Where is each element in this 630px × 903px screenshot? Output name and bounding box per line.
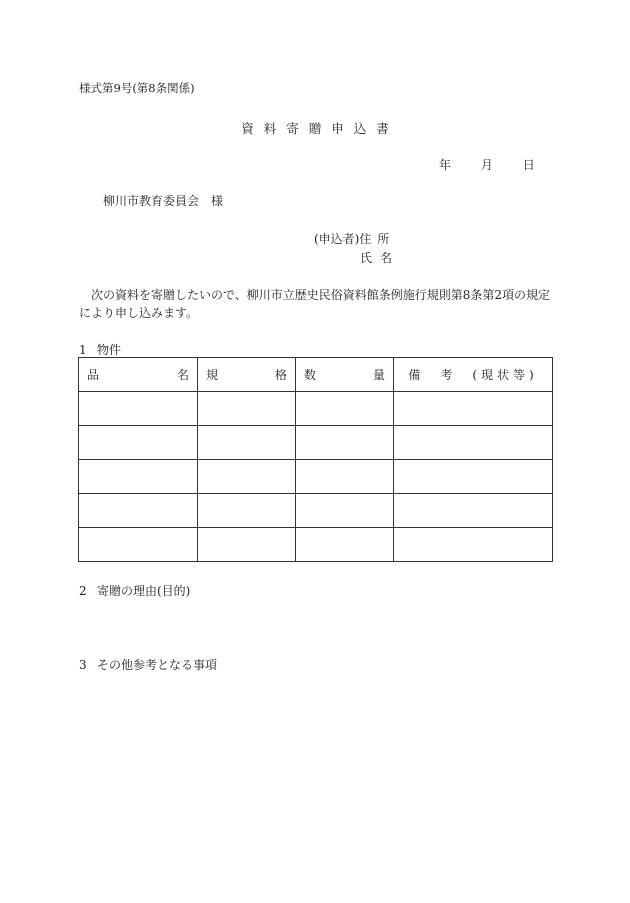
table-cell[interactable] xyxy=(394,426,553,460)
header-text: 名 xyxy=(176,368,189,382)
date-day-label: 日 xyxy=(522,158,535,172)
header-text: 格 xyxy=(274,368,287,382)
form-number: 様式第9号(第8条関係) xyxy=(79,81,195,95)
date-month-label: 月 xyxy=(480,158,493,172)
table-row xyxy=(79,528,553,562)
table-cell[interactable] xyxy=(79,494,198,528)
section-number: 3 xyxy=(79,658,87,672)
table-cell[interactable] xyxy=(198,460,296,494)
section-label: 寄贈の理由(目的) xyxy=(97,584,191,598)
addressee xyxy=(103,192,223,209)
table-row xyxy=(79,426,553,460)
header-notes: 備 考 (現状等) xyxy=(394,358,553,392)
header-text: 数 xyxy=(304,368,317,382)
table-cell[interactable] xyxy=(79,528,198,562)
table-row xyxy=(79,392,553,426)
header-text: 品 xyxy=(87,368,100,382)
items-table xyxy=(78,357,553,562)
section-label: その他参考となる事項 xyxy=(97,658,218,672)
table-cell[interactable] xyxy=(198,426,296,460)
table-cell[interactable] xyxy=(296,528,394,562)
document-title: 資料寄贈申込書 xyxy=(241,121,399,136)
date-line xyxy=(439,156,535,173)
table-cell[interactable] xyxy=(79,460,198,494)
header-item-name xyxy=(79,358,198,392)
table-row xyxy=(79,494,553,528)
section-number: 1 xyxy=(79,343,87,357)
table-cell[interactable] xyxy=(296,494,394,528)
table-cell[interactable] xyxy=(79,392,198,426)
table-cell[interactable] xyxy=(394,494,553,528)
applicant-address-label: 住所 xyxy=(359,232,396,246)
table-cell[interactable] xyxy=(198,392,296,426)
applicant-prefix: (申込者) xyxy=(314,232,360,246)
header-quantity xyxy=(296,358,394,392)
table-row xyxy=(79,460,553,494)
applicant-name-label: 氏名 xyxy=(360,251,401,265)
table-cell[interactable] xyxy=(198,528,296,562)
section-reason-heading xyxy=(79,582,190,599)
header-text: 量 xyxy=(372,368,385,382)
table-header-row xyxy=(79,358,553,392)
applicant-address-line xyxy=(314,230,395,247)
header-text: 規 xyxy=(206,368,219,382)
table-cell[interactable] xyxy=(79,426,198,460)
table-cell[interactable] xyxy=(394,528,553,562)
addressee-honorific: 様 xyxy=(211,194,224,208)
section-other-heading xyxy=(79,656,217,673)
section-number: 2 xyxy=(79,584,87,598)
section-label: 物件 xyxy=(97,343,122,357)
table-cell[interactable] xyxy=(394,392,553,426)
table-cell[interactable] xyxy=(394,460,553,494)
table-cell[interactable] xyxy=(296,460,394,494)
table-cell[interactable] xyxy=(296,426,394,460)
table-cell[interactable] xyxy=(198,494,296,528)
section-items-heading xyxy=(79,341,121,358)
body-text: 次の資料を寄贈したいので、柳川市立歴史民俗資料館条例施行規則第8条第2項の規定により申し込みます。 xyxy=(79,288,551,320)
header-specification xyxy=(198,358,296,392)
addressee-name: 柳川市教育委員会 xyxy=(103,194,200,208)
date-year-label: 年 xyxy=(439,158,452,172)
table-cell[interactable] xyxy=(296,392,394,426)
